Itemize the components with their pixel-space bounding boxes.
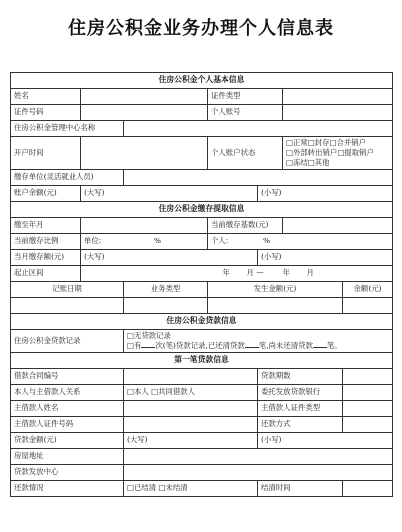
field-borrower-id-type[interactable]	[343, 400, 393, 416]
label-monthly-amount: 当月缴存额(元)	[11, 249, 81, 265]
ratio-personal-label: 个人:	[211, 236, 229, 246]
account-status-options[interactable]	[283, 137, 393, 170]
field-period[interactable]	[81, 265, 393, 281]
field-paid-until[interactable]	[81, 217, 208, 233]
field-term[interactable]	[343, 368, 393, 384]
page-title: 住房公积金业务办理个人信息表	[68, 18, 334, 39]
field-issuing-center[interactable]	[124, 464, 393, 480]
ratio-personal-percent: %	[263, 236, 271, 246]
section-first-loan-header: 第一笔贷款信息	[11, 352, 393, 368]
label-balance: 账户余额(元)	[11, 185, 81, 201]
label-borrower-id-no: 主借款人证件号码	[11, 416, 124, 432]
period-year-1: 年	[222, 268, 230, 278]
label-house-addr: 房屋地址	[11, 448, 124, 464]
field-loan-big[interactable]	[124, 432, 258, 448]
field-loan-small[interactable]	[258, 432, 393, 448]
field-settle-time[interactable]	[343, 480, 393, 496]
period-year-2: 年	[282, 268, 290, 278]
field-borrower-id-no[interactable]	[124, 416, 258, 432]
label-loan-record: 住房公积金贷款记录	[11, 329, 124, 352]
label-period: 起止区间	[11, 265, 81, 281]
field-ratio-personal[interactable]	[208, 233, 393, 249]
field-current-base[interactable]	[283, 217, 393, 233]
label-center-name: 住房公积金管理中心名称	[11, 121, 124, 137]
field-monthly-small[interactable]	[258, 249, 393, 265]
info-form-table	[10, 72, 393, 497]
option-have-loan[interactable]: □有 次(笔)贷款记录,已还清贷款 笔,尚未还清贷款 笔。	[127, 340, 342, 350]
label-repay-method: 还款方式	[258, 416, 343, 432]
period-dash: —	[256, 268, 264, 278]
ratio-unit-label: 单位:	[84, 236, 102, 246]
balance-big-label: (大写)	[84, 188, 105, 198]
label-contract-no: 借款合同编号	[11, 368, 124, 384]
field-open-time[interactable]	[81, 137, 208, 170]
section-loan-header: 住房公积金贷款信息	[11, 313, 393, 329]
field-center-name[interactable]	[124, 121, 393, 137]
field-contract-no[interactable]	[124, 368, 258, 384]
header-amount: 发生金额(元)	[208, 281, 343, 297]
label-current-base: 当前缴存基数(元)	[208, 217, 283, 233]
field-bank[interactable]	[343, 384, 393, 400]
monthly-small-label: (小写)	[261, 252, 282, 262]
period-month-1: 月	[246, 268, 254, 278]
label-current-ratio: 当前缴存比例	[11, 233, 81, 249]
label-paid-until: 缴至年月	[11, 217, 81, 233]
field-borrower-name[interactable]	[124, 400, 258, 416]
field-balance-small[interactable]	[258, 185, 393, 201]
field-id-type[interactable]	[283, 89, 393, 105]
cell-amount[interactable]	[208, 297, 343, 313]
label-account-no: 个人账号	[208, 105, 283, 121]
label-id-number: 证件号码	[11, 105, 81, 121]
status-option-line-2[interactable]: □外部转出销户□提取销户	[286, 147, 374, 157]
section-deposit-header: 住房公积金缴存提取信息	[11, 201, 393, 217]
field-repay-method[interactable]	[343, 416, 393, 432]
label-open-time: 开户时间	[11, 137, 81, 170]
header-type: 业务类型	[124, 281, 208, 297]
header-balance: 余额(元)	[343, 281, 393, 297]
field-monthly-big[interactable]	[81, 249, 258, 265]
field-account-no[interactable]	[283, 105, 393, 121]
status-option-line-3[interactable]: □冻结□其他	[286, 157, 330, 167]
cell-date[interactable]	[11, 297, 124, 313]
option-no-loan[interactable]: □无贷款记录	[127, 330, 171, 340]
ratio-unit-percent: %	[154, 236, 162, 246]
label-repay-status: 还款情况	[11, 480, 124, 496]
field-house-addr[interactable]	[124, 448, 393, 464]
field-id-number[interactable]	[81, 105, 208, 121]
loan-record-options[interactable]	[124, 329, 393, 352]
field-name[interactable]	[81, 89, 208, 105]
label-loan-amount: 贷款金额(元)	[11, 432, 124, 448]
label-id-type: 证件类型	[208, 89, 283, 105]
label-term: 贷款期数	[258, 368, 343, 384]
field-ratio-unit[interactable]	[81, 233, 208, 249]
field-balance-big[interactable]	[81, 185, 258, 201]
label-settle-time: 结清时间	[258, 480, 343, 496]
label-account-status: 个人账户状态	[208, 137, 283, 170]
field-employer[interactable]	[124, 169, 393, 185]
balance-small-label: (小写)	[261, 188, 282, 198]
loan-big-label: (大写)	[127, 435, 148, 445]
section-basic-header: 住房公积金个人基本信息	[11, 73, 393, 89]
label-borrower-name: 主借款人姓名	[11, 400, 124, 416]
relation-options[interactable]: □本人 □共同借款人	[124, 384, 258, 400]
period-month-2: 月	[306, 268, 314, 278]
cell-type[interactable]	[124, 297, 208, 313]
label-relation: 本人与主借款人关系	[11, 384, 124, 400]
label-borrower-id-type: 主借款人证件类型	[258, 400, 343, 416]
loan-small-label: (小写)	[261, 435, 282, 445]
label-employer: 缴存单位(灵活就业人员)	[11, 169, 124, 185]
label-bank: 委托发放贷款银行	[258, 384, 343, 400]
label-name: 姓名	[11, 89, 81, 105]
header-date: 记账日期	[11, 281, 124, 297]
status-option-line-1[interactable]: □正常□封存□合并销户	[286, 138, 367, 147]
label-issuing-center: 贷款发放中心	[11, 464, 124, 480]
monthly-big-label: (大写)	[84, 252, 105, 262]
cell-balance[interactable]	[343, 297, 393, 313]
repay-status-options[interactable]: □已结清 □未结清	[124, 480, 258, 496]
